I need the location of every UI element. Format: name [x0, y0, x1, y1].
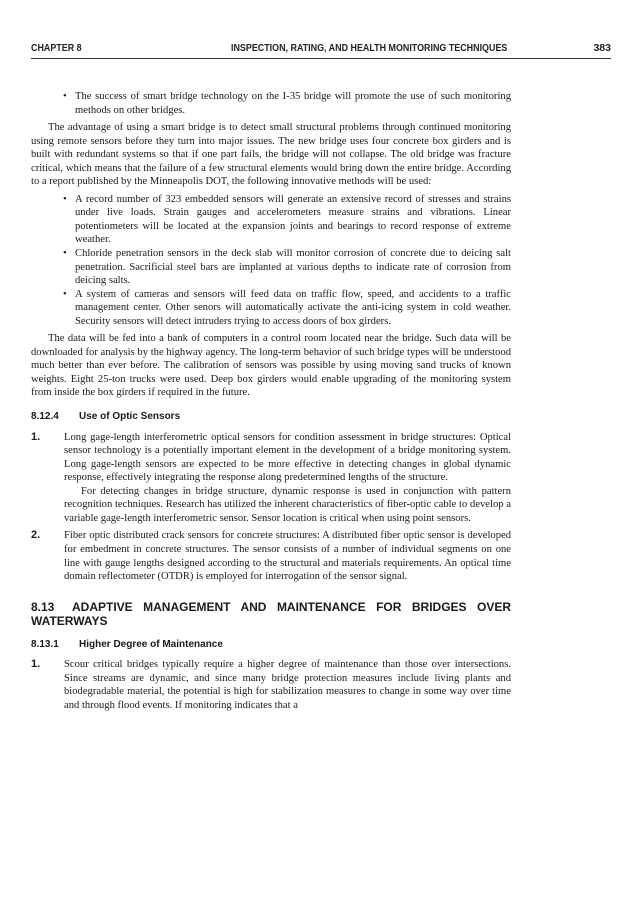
bullet-list [31, 193, 511, 328]
bullet-item [31, 288, 511, 329]
item-continuation: For detecting changes in bridge structure, dynamic response is used in conjunction with pattern recognition techniques. Research has utilized the inherent characteristics of fiber-optic cable to develop a variable gage-length interferometric sensor. Sensor location is critical when using point sensors. [64, 485, 511, 524]
bullet-icon: • [63, 288, 67, 300]
chapter-label: CHAPTER 8 [31, 42, 82, 54]
item-text: Scour critical bridges typically require a higher degree of maintenance than those over intersections. Since streams are dynamic, and since many bridge protection measures include living plants and biodegradable material, the potential is high for stabilization measures to change in some way over time and through flood events. If monitoring indicates that a [64, 659, 511, 711]
bullet-icon: • [63, 248, 67, 260]
section-title: Higher Degree of Maintenance [79, 638, 223, 650]
page-body [31, 90, 511, 712]
bullet-text: A system of cameras and sensors will feed data on traffic flow, speed, and accidents to a traffic management center. Other senors will automatically activate the anti-icing system in cold weather. Security sensors will detect intruders trying to access doors of box girders. [75, 288, 511, 327]
running-header [31, 42, 611, 59]
item-number: 1. [31, 658, 41, 671]
chapter-title: INSPECTION, RATING, AND HEALTH MONITORING TECHNIQUES [231, 42, 508, 54]
page-number: 383 [593, 42, 611, 54]
bullet-item [31, 247, 511, 288]
paragraph: The advantage of using a smart bridge is to detect small structural problems through continued monitoring using remote sensors before they turn into major issues. The new bridge uses four concrete box girders and is built with redundant systems so that if one part fails, the bridge will not collapse. The old bridge was fracture critical, which means that the failure of a few structural elements would bring down the entire bridge. According to a report published by the Minneapolis DOT, the following innovative methods will be used: [31, 122, 511, 188]
item-text: Fiber optic distributed crack sensors for concrete structures: A distributed fiber optic sensor is developed for embedment in concrete structures. The sensor consists of a number of individual segments on one line with gauge lengths designed according to the structural and materials requirements. An optical time domain reflectometer (OTDR) is employed for interrogation of the sensor signal. [64, 530, 511, 583]
bullet-item [31, 90, 511, 117]
bullet-icon: • [63, 193, 67, 205]
section-number: 8.13.1 [31, 638, 59, 650]
bullet-item [31, 193, 511, 247]
section-heading-8-13 [31, 600, 511, 628]
section-heading-8-13-1 [31, 638, 511, 652]
paragraph: The data will be fed into a bank of computers in a control room located near the bridge. Such data will be downloaded for analysis by the highway agency. The long-term behavior of such bridge types will be understood much better than ever before. The calibration of sensors was possible by using moving sand trucks of known weights. Eight 25-ton trucks were used. Deep box girders would enable upgrading of the monitoring system from inside the box girders if required in the future. [31, 333, 511, 399]
item-number: 2. [31, 529, 41, 542]
item-text: Long gage-length interferometric optical sensors for condition assessment in bridge structures: Optical sensor technology is a potentially important element in the development of a bridge monitoring system. Long gage-length sensors are expected to be more effective in detecting changes in global dynamic response, effectively integrating the response along predetermined lengths of the structure. [64, 431, 511, 484]
bullet-text: Chloride penetration sensors in the deck slab will monitor corrosion of concrete due to deicing salt penetration. Sacrificial steel bars are implanted at various depths to indicate rate of corrosion from deicing salts. [75, 248, 511, 287]
section-title: ADAPTIVE MANAGEMENT AND MAINTENANCE FOR BRIDGES OVER WATERWAYS [31, 599, 511, 628]
bullet-icon: • [63, 91, 67, 102]
section-number: 8.12.4 [31, 411, 59, 423]
numbered-item [31, 658, 511, 712]
numbered-item [31, 529, 511, 583]
section-number: 8.13 [31, 599, 55, 614]
numbered-item [31, 431, 511, 485]
bullet-text: The success of smart bridge technology on the I-35 bridge will promote the use of such monitoring methods on other bridges. [75, 91, 511, 116]
section-title: Use of Optic Sensors [79, 411, 181, 423]
bullet-text: A record number of 323 embedded sensors will generate an extensive record of stresses and strains under live loads. Strain gauges and accelerometers measure strains and vibrations. Linear potentiometers will be located at the expansion joints and bearings to record response of extreme weather. [75, 193, 511, 246]
section-heading-8-12-4 [31, 410, 511, 424]
item-number: 1. [31, 430, 41, 443]
